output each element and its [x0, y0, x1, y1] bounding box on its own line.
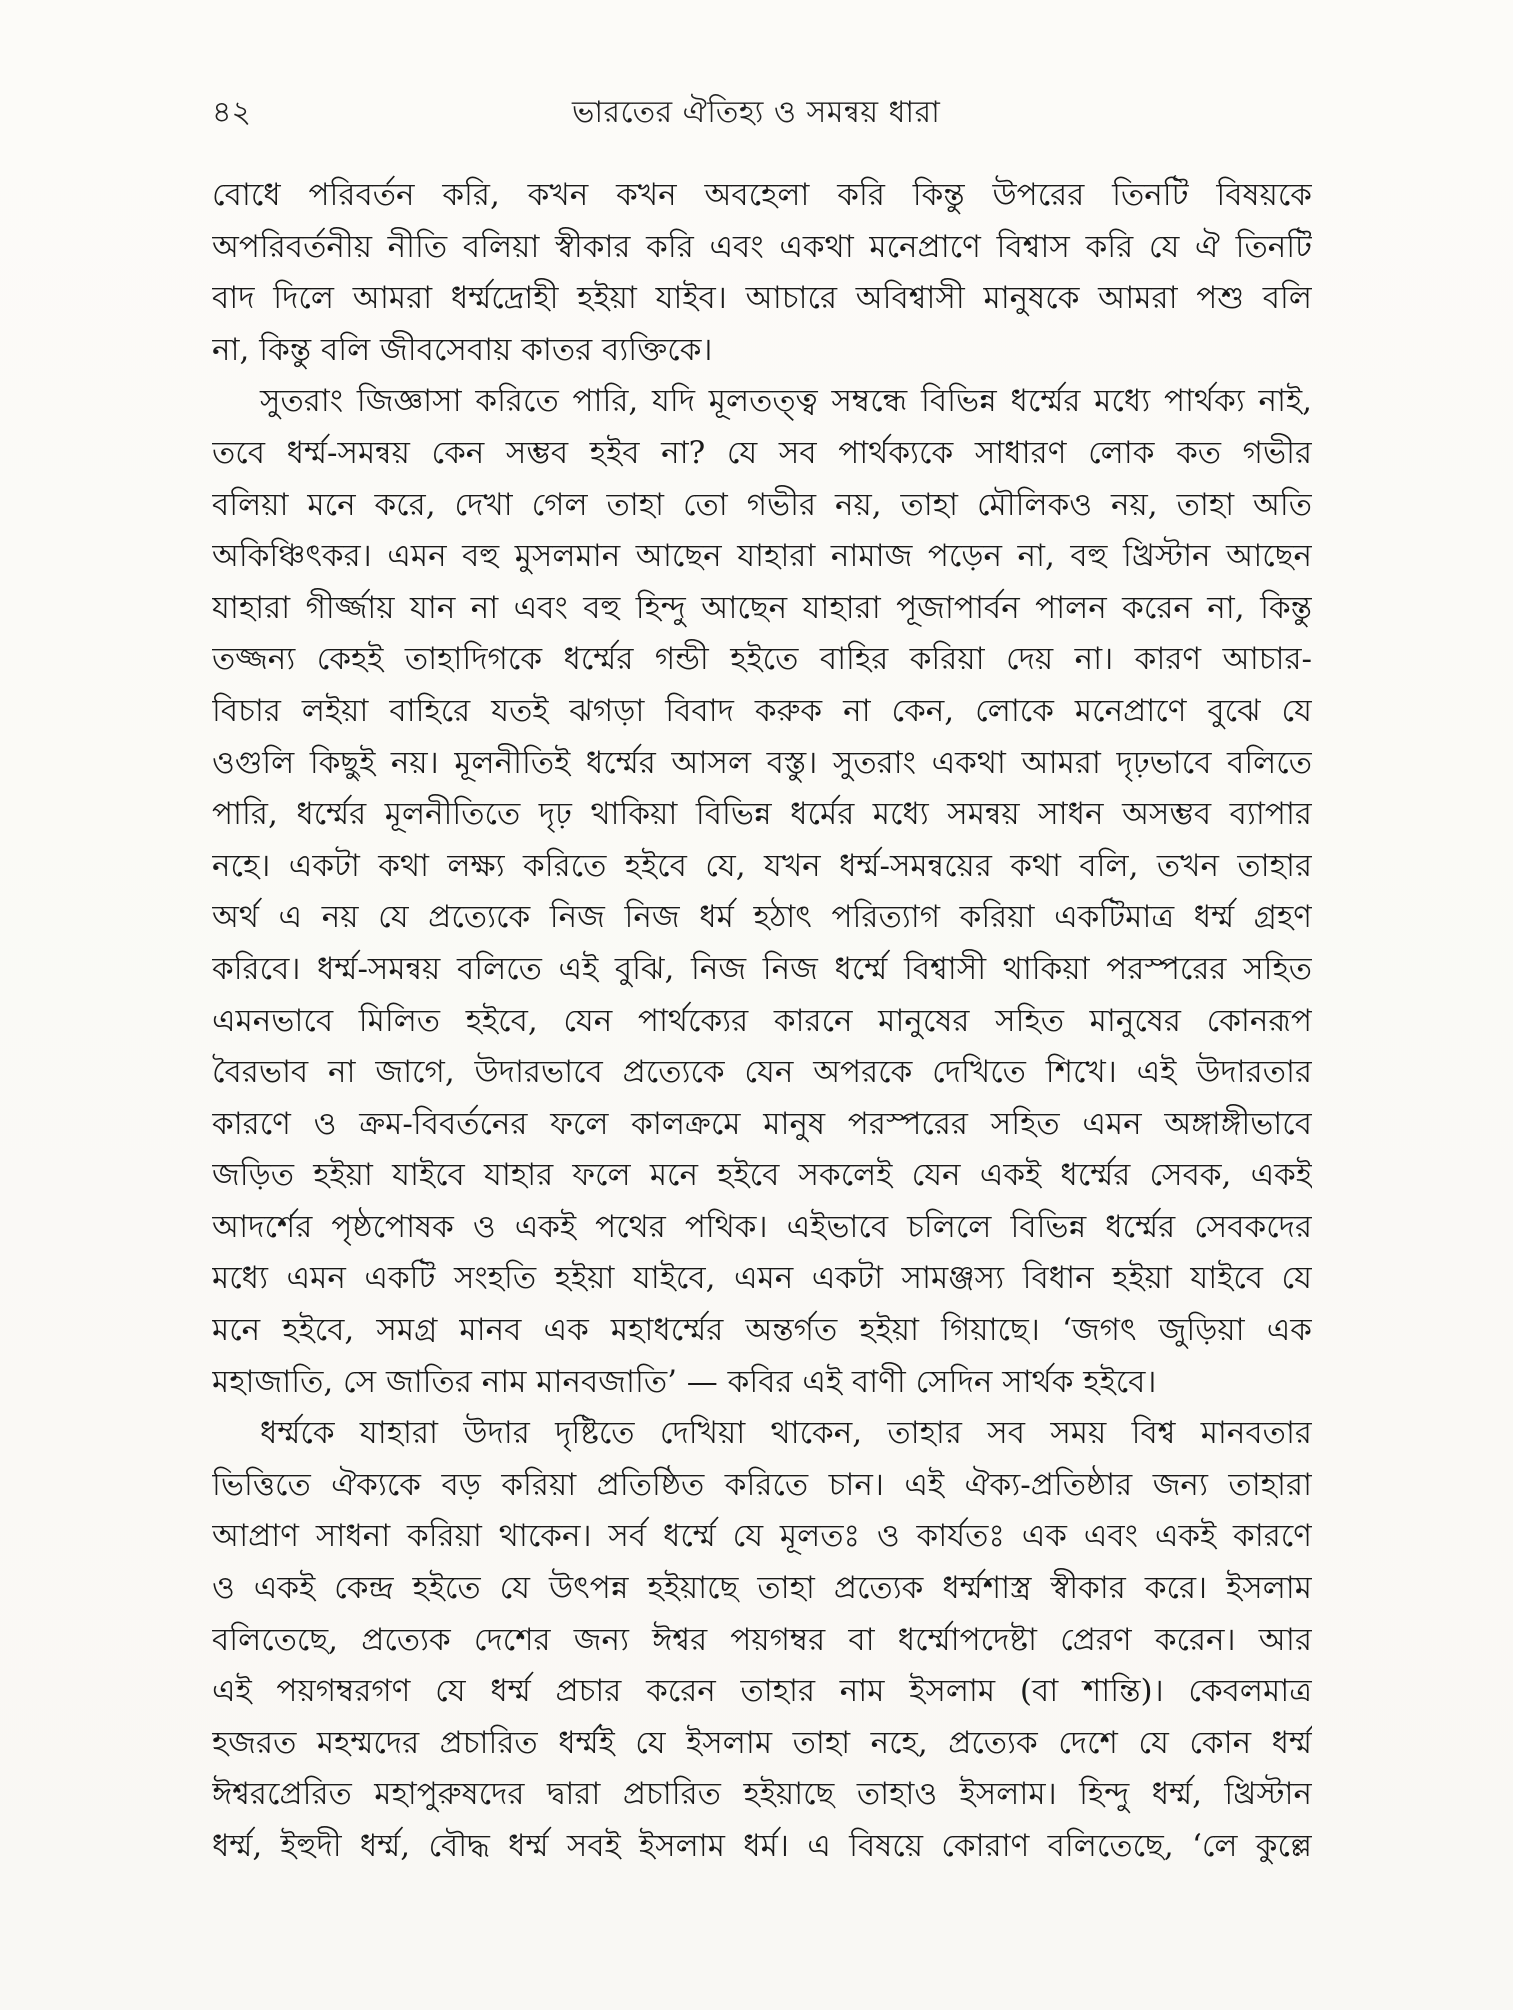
text-line: বলিতেছে, প্রত্যেক দেশের জন্য ঈশ্বর পয়গম্বর বা ধর্ম্মোপদেষ্টা প্রেরণ করেন। আর	[212, 1621, 1312, 1658]
text-line: ও একই কেন্দ্র হইতে যে উৎপন্ন হইয়াছে তাহা প্রত্যেক ধর্ম্মশাস্ত্র স্বীকার করে। ইসলাম	[212, 1570, 1312, 1607]
text-line: না, কিন্তু বলি জীবসেবায় কাতর ব্যক্তিকে।	[212, 331, 713, 368]
text-line: অপরিবর্তনীয় নীতি বলিয়া স্বীকার করি এবং একথা মনেপ্রাণে বিশ্বাস করি যে ঐ তিনটি	[212, 228, 1312, 265]
paragraph	[212, 376, 1312, 1408]
text-line: কারণে ও ক্রম-বিবর্তনের ফলে কালক্রমে মানুষ পরস্পরের সহিত এমন অঙ্গাঙ্গীভাবে	[212, 1105, 1312, 1142]
text-line: যাহারা গীর্জ্জায় যান না এবং বহু হিন্দু আছেন যাহারা পূজাপার্বন পালন করেন না, কিন্তু	[212, 589, 1312, 626]
text-line: বোধে পরিবর্তন করি, কখন কখন অবহেলা করি কিন্তু উপরের তিনটি বিষয়কে	[212, 177, 1312, 213]
text-line: ধর্ম্ম, ইহুদী ধর্ম্ম, বৌদ্ধ ধর্ম্ম সবই ইসলাম ধর্ম। এ বিষয়ে কোরাণ বলিতেছে, ‘লে কুল্লে	[212, 1828, 1312, 1864]
text-line: মহাজাতি, সে জাতির নাম মানবজাতি’ — কবির এই বাণী সেদিন সার্থক হইবে।	[212, 1363, 1157, 1400]
running-title: ভারতের ঐতিহ্য ও সমন্বয় ধারা	[572, 95, 941, 130]
text-line: সুতরাং জিজ্ঞাসা করিতে পারি, যদি মূলতত্ত্ব সম্বন্ধে বিভিন্ন ধর্ম্মের মধ্যে পার্থক্য নাই,	[260, 383, 1312, 420]
page-header	[212, 88, 1312, 128]
text-line: বাদ দিলে আমরা ধর্ম্মদ্রোহী হইয়া যাইব। আচারে অবিশ্বাসী মানুষকে আমরা পশু বলি	[212, 280, 1312, 317]
text-line: ভিত্তিতে ঐক্যকে বড় করিয়া প্রতিষ্ঠিত করিতে চান। এই ঐক্য-প্রতিষ্ঠার জন্য তাহারা	[212, 1466, 1312, 1503]
text-line: করিবে। ধর্ম্ম-সমন্বয় বলিতে এই বুঝি, নিজ নিজ ধর্ম্মে বিশ্বাসী থাকিয়া পরস্পরের সহিত	[212, 950, 1312, 987]
text-line: ঈশ্বরপ্রেরিত মহাপুরুষদের দ্বারা প্রচারিত হইয়াছে তাহাও ইসলাম। হিন্দু ধর্ম্ম, খ্রিস্টান	[212, 1776, 1312, 1813]
text-line: ধর্ম্মকে যাহারা উদার দৃষ্টিতে দেখিয়া থাকেন, তাহার সব সময় বিশ্ব মানবতার	[260, 1415, 1312, 1452]
text-line: অর্থ এ নয় যে প্রত্যেকে নিজ নিজ ধর্ম হঠাৎ পরিত্যাগ করিয়া একটিমাত্র ধর্ম্ম গ্রহণ	[212, 899, 1312, 936]
page-number: ৪২	[212, 95, 251, 130]
text-line: বলিয়া মনে করে, দেখা গেল তাহা তো গভীর নয়, তাহা মৌলিকও নয়, তাহা অতি	[212, 486, 1312, 523]
text-line: নহে। একটা কথা লক্ষ্য করিতে হইবে যে, যখন ধর্ম্ম-সমন্বয়ের কথা বলি, তখন তাহার	[212, 847, 1312, 884]
paragraph	[212, 1408, 1312, 1872]
paragraph	[212, 170, 1312, 376]
text-line: বিচার লইয়া বাহিরে যতই ঝগড়া বিবাদ করুক না কেন, লোকে মনেপ্রাণে বুঝে যে	[212, 692, 1312, 729]
text-line: বৈরভাব না জাগে, উদারভাবে প্রত্যেকে যেন অপরকে দেখিতে শিখে। এই উদারতার	[212, 1054, 1312, 1091]
text-line: মনে হইবে, সমগ্র মানব এক মহাধর্ম্মের অন্তর্গত হইয়া গিয়াছে। ‘জগৎ জুড়িয়া এক	[212, 1312, 1312, 1349]
text-line: ওগুলি কিছুই নয়। মূলনীতিই ধর্ম্মের আসল বস্তু। সুতরাং একথা আমরা দৃঢ়ভাবে বলিতে	[212, 744, 1312, 781]
text-line: আপ্রাণ সাধনা করিয়া থাকেন। সর্ব ধর্ম্মে যে মূলতঃ ও কার্যতঃ এক এবং একই কারণে	[212, 1518, 1312, 1555]
body-text	[212, 170, 1312, 1873]
text-line: অকিঞ্চিৎকর। এমন বহু মুসলমান আছেন যাহারা নামাজ পড়েন না, বহু খ্রিস্টান আছেন	[212, 538, 1312, 575]
text-line: তজ্জন্য কেহই তাহাদিগকে ধর্ম্মের গন্ডী হইতে বাহির করিয়া দেয় না। কারণ আচার-	[212, 641, 1312, 678]
text-line: আদর্শের পৃষ্ঠপোষক ও একই পথের পথিক। এইভাবে চলিলে বিভিন্ন ধর্ম্মের সেবকদের	[212, 1208, 1312, 1245]
text-line: তবে ধর্ম্ম-সমন্বয় কেন সম্ভব হইব না? যে সব পার্থক্যকে সাধারণ লোক কত গভীর	[212, 434, 1312, 471]
text-line: এই পয়গম্বরগণ যে ধর্ম্ম প্রচার করেন তাহার নাম ইসলাম (বা শান্তি)। কেবলমাত্র	[212, 1673, 1312, 1710]
text-line: পারি, ধর্ম্মের মূলনীতিতে দৃঢ় থাকিয়া বিভিন্ন ধর্মের মধ্যে সমন্বয় সাধন অসম্ভব ব্যাপার	[212, 796, 1312, 833]
text-line: মধ্যে এমন একটি সংহতি হইয়া যাইবে, এমন একটা সামঞ্জস্য বিধান হইয়া যাইবে যে	[212, 1260, 1312, 1297]
text-line: এমনভাবে মিলিত হইবে, যেন পার্থক্যের কারনে মানুষের সহিত মানুষের কোনরূপ	[212, 1002, 1312, 1039]
text-line: হজরত মহম্মদের প্রচারিত ধর্ম্মই যে ইসলাম তাহা নহে, প্রত্যেক দেশে যে কোন ধর্ম্ম	[212, 1724, 1312, 1761]
text-line: জড়িত হইয়া যাইবে যাহার ফলে মনে হইবে সকলেই যেন একই ধর্ম্মের সেবক, একই	[212, 1157, 1312, 1194]
